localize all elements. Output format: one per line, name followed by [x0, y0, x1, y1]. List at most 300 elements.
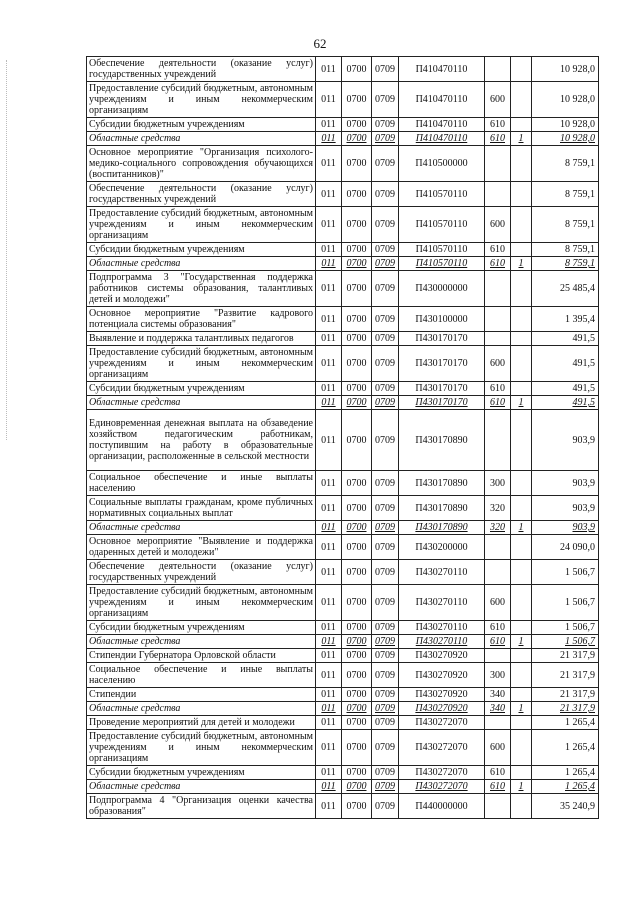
row-name-cell: Областные средства: [87, 635, 316, 649]
row-name-cell: Областные средства: [87, 396, 316, 410]
grbs-code-cell: 011: [316, 382, 342, 396]
table-row: [87, 535, 599, 560]
row-name-cell: Выявление и поддержка талантливых педагогов: [87, 332, 316, 346]
expense-type-cell: 610: [485, 132, 511, 146]
section-code-cell: 0700: [342, 271, 372, 307]
grbs-code-cell: 011: [316, 271, 342, 307]
expense-type-cell: 610: [485, 382, 511, 396]
target-article-cell: П430170890: [399, 521, 485, 535]
funding-source-cell: [511, 346, 532, 382]
target-article-cell: П430270110: [399, 585, 485, 621]
amount-cell: 8 759,1: [532, 257, 599, 271]
subsection-code-cell: 0709: [372, 396, 399, 410]
funding-source-cell: [511, 471, 532, 496]
grbs-code-cell: 011: [316, 780, 342, 794]
target-article-cell: П430270110: [399, 621, 485, 635]
section-code-cell: 0700: [342, 560, 372, 585]
row-name-cell: Социальное обеспечение и иные выплаты населению: [87, 471, 316, 496]
section-code-cell: 0700: [342, 649, 372, 663]
funding-source-cell: [511, 585, 532, 621]
grbs-code-cell: 011: [316, 621, 342, 635]
target-article-cell: П410570110: [399, 182, 485, 207]
amount-cell: 903,9: [532, 521, 599, 535]
table-row: [87, 382, 599, 396]
expense-type-cell: [485, 794, 511, 819]
grbs-code-cell: 011: [316, 118, 342, 132]
target-article-cell: П430200000: [399, 535, 485, 560]
expense-type-cell: 600: [485, 730, 511, 766]
subsection-code-cell: 0709: [372, 780, 399, 794]
subsection-code-cell: 0709: [372, 621, 399, 635]
subsection-code-cell: 0709: [372, 635, 399, 649]
amount-cell: 1 395,4: [532, 307, 599, 332]
table-row: [87, 410, 599, 471]
target-article-cell: П430170170: [399, 382, 485, 396]
amount-cell: 491,5: [532, 396, 599, 410]
row-name-cell: Подпрограмма 3 "Государственная поддержка работников системы образования, талантливых детей и молодежи": [87, 271, 316, 307]
table-row: [87, 794, 599, 819]
table-row: [87, 57, 599, 82]
table-row: [87, 118, 599, 132]
row-name-cell: Предоставление субсидий бюджетным, автономным учреждениям и иным некоммерческим организациям: [87, 82, 316, 118]
amount-cell: 10 928,0: [532, 132, 599, 146]
row-name-cell: Областные средства: [87, 780, 316, 794]
subsection-code-cell: 0709: [372, 794, 399, 819]
amount-cell: 1 506,7: [532, 585, 599, 621]
expense-type-cell: [485, 271, 511, 307]
section-code-cell: 0700: [342, 307, 372, 332]
subsection-code-cell: 0709: [372, 521, 399, 535]
target-article-cell: П430170170: [399, 346, 485, 382]
row-name-cell: Основное мероприятие "Развитие кадрового потенциала системы образования": [87, 307, 316, 332]
table-row: [87, 82, 599, 118]
table-row: [87, 396, 599, 410]
expense-type-cell: [485, 332, 511, 346]
amount-cell: 903,9: [532, 471, 599, 496]
funding-source-cell: [511, 146, 532, 182]
amount-cell: 903,9: [532, 410, 599, 471]
subsection-code-cell: 0709: [372, 243, 399, 257]
funding-source-cell: 1: [511, 635, 532, 649]
budget-table: [86, 56, 599, 819]
funding-source-cell: [511, 730, 532, 766]
grbs-code-cell: 011: [316, 766, 342, 780]
table-row: [87, 307, 599, 332]
amount-cell: 21 317,9: [532, 649, 599, 663]
binding-gutter: [6, 60, 9, 440]
expense-type-cell: 320: [485, 521, 511, 535]
section-code-cell: 0700: [342, 346, 372, 382]
expense-type-cell: 610: [485, 118, 511, 132]
expense-type-cell: 610: [485, 766, 511, 780]
row-name-cell: Субсидии бюджетным учреждениям: [87, 382, 316, 396]
row-name-cell: Субсидии бюджетным учреждениям: [87, 766, 316, 780]
page-number: 62: [313, 36, 327, 51]
expense-type-cell: 600: [485, 82, 511, 118]
amount-cell: 1 265,4: [532, 730, 599, 766]
amount-cell: 1 265,4: [532, 766, 599, 780]
expense-type-cell: [485, 560, 511, 585]
target-article-cell: П410470110: [399, 57, 485, 82]
row-name-cell: Предоставление субсидий бюджетным, автономным учреждениям и иным некоммерческим организациям: [87, 207, 316, 243]
amount-cell: 10 928,0: [532, 57, 599, 82]
grbs-code-cell: 011: [316, 635, 342, 649]
section-code-cell: 0700: [342, 663, 372, 688]
section-code-cell: 0700: [342, 521, 372, 535]
subsection-code-cell: 0709: [372, 716, 399, 730]
grbs-code-cell: 011: [316, 146, 342, 182]
amount-cell: 491,5: [532, 332, 599, 346]
expense-type-cell: 300: [485, 471, 511, 496]
section-code-cell: 0700: [342, 396, 372, 410]
row-name-cell: Субсидии бюджетным учреждениям: [87, 621, 316, 635]
amount-cell: 24 090,0: [532, 535, 599, 560]
subsection-code-cell: 0709: [372, 118, 399, 132]
table-row: [87, 649, 599, 663]
amount-cell: 8 759,1: [532, 146, 599, 182]
expense-type-cell: [485, 307, 511, 332]
subsection-code-cell: 0709: [372, 307, 399, 332]
target-article-cell: П430170890: [399, 410, 485, 471]
expense-type-cell: [485, 182, 511, 207]
section-code-cell: 0700: [342, 118, 372, 132]
subsection-code-cell: 0709: [372, 132, 399, 146]
subsection-code-cell: 0709: [372, 688, 399, 702]
target-article-cell: П430170890: [399, 471, 485, 496]
expense-type-cell: 600: [485, 346, 511, 382]
target-article-cell: П430270920: [399, 663, 485, 688]
section-code-cell: 0700: [342, 730, 372, 766]
funding-source-cell: [511, 271, 532, 307]
row-name-cell: Стипендии: [87, 688, 316, 702]
funding-source-cell: [511, 621, 532, 635]
row-name-cell: Основное мероприятие "Организация психолого-медико-социального сопровождения обучающихся (воспитанников)": [87, 146, 316, 182]
row-name-cell: Обеспечение деятельности (оказание услуг) государственных учреждений: [87, 57, 316, 82]
table-row: [87, 635, 599, 649]
subsection-code-cell: 0709: [372, 730, 399, 766]
grbs-code-cell: 011: [316, 521, 342, 535]
amount-cell: 25 485,4: [532, 271, 599, 307]
funding-source-cell: 1: [511, 780, 532, 794]
funding-source-cell: [511, 560, 532, 585]
expense-type-cell: [485, 649, 511, 663]
row-name-cell: Социальные выплаты гражданам, кроме публичных нормативных социальных выплат: [87, 496, 316, 521]
funding-source-cell: [511, 688, 532, 702]
amount-cell: 10 928,0: [532, 118, 599, 132]
target-article-cell: П430170170: [399, 396, 485, 410]
expense-type-cell: 610: [485, 243, 511, 257]
funding-source-cell: [511, 716, 532, 730]
target-article-cell: П430272070: [399, 730, 485, 766]
target-article-cell: П430270110: [399, 635, 485, 649]
section-code-cell: 0700: [342, 182, 372, 207]
target-article-cell: П430272070: [399, 780, 485, 794]
amount-cell: 1 265,4: [532, 716, 599, 730]
row-name-cell: Областные средства: [87, 257, 316, 271]
expense-type-cell: 340: [485, 702, 511, 716]
subsection-code-cell: 0709: [372, 382, 399, 396]
subsection-code-cell: 0709: [372, 535, 399, 560]
funding-source-cell: 1: [511, 702, 532, 716]
table-row: [87, 332, 599, 346]
subsection-code-cell: 0709: [372, 471, 399, 496]
target-article-cell: П410570110: [399, 257, 485, 271]
funding-source-cell: [511, 57, 532, 82]
table-row: [87, 702, 599, 716]
amount-cell: 491,5: [532, 346, 599, 382]
funding-source-cell: [511, 649, 532, 663]
funding-source-cell: [511, 663, 532, 688]
target-article-cell: П430270920: [399, 649, 485, 663]
expense-type-cell: 610: [485, 635, 511, 649]
subsection-code-cell: 0709: [372, 410, 399, 471]
amount-cell: 1 506,7: [532, 560, 599, 585]
grbs-code-cell: 011: [316, 132, 342, 146]
subsection-code-cell: 0709: [372, 332, 399, 346]
table-row: [87, 521, 599, 535]
row-name-cell: Социальное обеспечение и иные выплаты населению: [87, 663, 316, 688]
section-code-cell: 0700: [342, 535, 372, 560]
expense-type-cell: 610: [485, 780, 511, 794]
subsection-code-cell: 0709: [372, 585, 399, 621]
table-row: [87, 496, 599, 521]
table-row: [87, 471, 599, 496]
subsection-code-cell: 0709: [372, 663, 399, 688]
grbs-code-cell: 011: [316, 688, 342, 702]
section-code-cell: 0700: [342, 243, 372, 257]
funding-source-cell: [511, 794, 532, 819]
target-article-cell: П410500000: [399, 146, 485, 182]
row-name-cell: Стипендии Губернатора Орловской области: [87, 649, 316, 663]
section-code-cell: 0700: [342, 146, 372, 182]
row-name-cell: Предоставление субсидий бюджетным, автономным учреждениям и иным некоммерческим организациям: [87, 730, 316, 766]
expense-type-cell: [485, 410, 511, 471]
table-row: [87, 132, 599, 146]
grbs-code-cell: 011: [316, 794, 342, 819]
grbs-code-cell: 011: [316, 649, 342, 663]
target-article-cell: П430270110: [399, 560, 485, 585]
table-row: [87, 182, 599, 207]
target-article-cell: П430270920: [399, 688, 485, 702]
subsection-code-cell: 0709: [372, 257, 399, 271]
subsection-code-cell: 0709: [372, 207, 399, 243]
expense-type-cell: [485, 716, 511, 730]
target-article-cell: П430270920: [399, 702, 485, 716]
grbs-code-cell: 011: [316, 410, 342, 471]
row-name-cell: Предоставление субсидий бюджетным, автономным учреждениям и иным некоммерческим организациям: [87, 585, 316, 621]
expense-type-cell: 610: [485, 257, 511, 271]
table-row: [87, 207, 599, 243]
grbs-code-cell: 011: [316, 663, 342, 688]
row-name-cell: Областные средства: [87, 702, 316, 716]
section-code-cell: 0700: [342, 382, 372, 396]
row-name-cell: Единовременная денежная выплата на обзаведение хозяйством педагогическим работникам, поступившим на работу в образовательные организации, расположенные в сельской местности: [87, 410, 316, 471]
section-code-cell: 0700: [342, 57, 372, 82]
funding-source-cell: 1: [511, 396, 532, 410]
expense-type-cell: 610: [485, 396, 511, 410]
section-code-cell: 0700: [342, 82, 372, 118]
grbs-code-cell: 011: [316, 182, 342, 207]
target-article-cell: П430272070: [399, 716, 485, 730]
grbs-code-cell: 011: [316, 585, 342, 621]
subsection-code-cell: 0709: [372, 702, 399, 716]
row-name-cell: Проведение мероприятий для детей и молодежи: [87, 716, 316, 730]
target-article-cell: П430272070: [399, 766, 485, 780]
amount-cell: 8 759,1: [532, 243, 599, 257]
grbs-code-cell: 011: [316, 207, 342, 243]
amount-cell: 21 317,9: [532, 663, 599, 688]
row-name-cell: Областные средства: [87, 521, 316, 535]
section-code-cell: 0700: [342, 132, 372, 146]
funding-source-cell: [511, 207, 532, 243]
table-row: [87, 585, 599, 621]
subsection-code-cell: 0709: [372, 182, 399, 207]
funding-source-cell: [511, 535, 532, 560]
funding-source-cell: [511, 82, 532, 118]
section-code-cell: 0700: [342, 410, 372, 471]
expense-type-cell: [485, 146, 511, 182]
funding-source-cell: 1: [511, 521, 532, 535]
grbs-code-cell: 011: [316, 730, 342, 766]
subsection-code-cell: 0709: [372, 496, 399, 521]
target-article-cell: П430100000: [399, 307, 485, 332]
section-code-cell: 0700: [342, 635, 372, 649]
funding-source-cell: [511, 307, 532, 332]
target-article-cell: П430170170: [399, 332, 485, 346]
section-code-cell: 0700: [342, 794, 372, 819]
funding-source-cell: [511, 332, 532, 346]
amount-cell: 903,9: [532, 496, 599, 521]
target-article-cell: П430000000: [399, 271, 485, 307]
amount-cell: 10 928,0: [532, 82, 599, 118]
section-code-cell: 0700: [342, 766, 372, 780]
row-name-cell: Обеспечение деятельности (оказание услуг) государственных учреждений: [87, 182, 316, 207]
grbs-code-cell: 011: [316, 57, 342, 82]
row-name-cell: Субсидии бюджетным учреждениям: [87, 118, 316, 132]
grbs-code-cell: 011: [316, 702, 342, 716]
subsection-code-cell: 0709: [372, 560, 399, 585]
funding-source-cell: [511, 118, 532, 132]
funding-source-cell: [511, 766, 532, 780]
grbs-code-cell: 011: [316, 257, 342, 271]
row-name-cell: Предоставление субсидий бюджетным, автономным учреждениям и иным некоммерческим организациям: [87, 346, 316, 382]
table-row: [87, 663, 599, 688]
grbs-code-cell: 011: [316, 535, 342, 560]
table-row: [87, 621, 599, 635]
amount-cell: 1 506,7: [532, 621, 599, 635]
subsection-code-cell: 0709: [372, 271, 399, 307]
table-row: [87, 271, 599, 307]
target-article-cell: П410570110: [399, 243, 485, 257]
subsection-code-cell: 0709: [372, 82, 399, 118]
amount-cell: 35 240,9: [532, 794, 599, 819]
table-row: [87, 688, 599, 702]
target-article-cell: П410570110: [399, 207, 485, 243]
expense-type-cell: [485, 535, 511, 560]
amount-cell: 1 506,7: [532, 635, 599, 649]
section-code-cell: 0700: [342, 688, 372, 702]
funding-source-cell: 1: [511, 257, 532, 271]
table-row: [87, 730, 599, 766]
table-row: [87, 560, 599, 585]
target-article-cell: П430170890: [399, 496, 485, 521]
subsection-code-cell: 0709: [372, 146, 399, 182]
expense-type-cell: 600: [485, 207, 511, 243]
row-name-cell: Обеспечение деятельности (оказание услуг) государственных учреждений: [87, 560, 316, 585]
amount-cell: 1 265,4: [532, 780, 599, 794]
expense-type-cell: 320: [485, 496, 511, 521]
section-code-cell: 0700: [342, 257, 372, 271]
grbs-code-cell: 011: [316, 496, 342, 521]
table-body: [87, 57, 599, 819]
section-code-cell: 0700: [342, 471, 372, 496]
table-row: [87, 243, 599, 257]
subsection-code-cell: 0709: [372, 649, 399, 663]
grbs-code-cell: 011: [316, 346, 342, 382]
table-row: [87, 146, 599, 182]
grbs-code-cell: 011: [316, 396, 342, 410]
target-article-cell: П410470110: [399, 132, 485, 146]
grbs-code-cell: 011: [316, 560, 342, 585]
section-code-cell: 0700: [342, 207, 372, 243]
section-code-cell: 0700: [342, 496, 372, 521]
grbs-code-cell: 011: [316, 332, 342, 346]
grbs-code-cell: 011: [316, 82, 342, 118]
amount-cell: 8 759,1: [532, 207, 599, 243]
row-name-cell: Основное мероприятие "Выявление и поддержка одаренных детей и молодежи": [87, 535, 316, 560]
grbs-code-cell: 011: [316, 716, 342, 730]
funding-source-cell: [511, 382, 532, 396]
funding-source-cell: 1: [511, 132, 532, 146]
funding-source-cell: [511, 410, 532, 471]
target-article-cell: П410470110: [399, 118, 485, 132]
grbs-code-cell: 011: [316, 243, 342, 257]
target-article-cell: П440000000: [399, 794, 485, 819]
table-row: [87, 257, 599, 271]
target-article-cell: П410470110: [399, 82, 485, 118]
section-code-cell: 0700: [342, 585, 372, 621]
amount-cell: 8 759,1: [532, 182, 599, 207]
grbs-code-cell: 011: [316, 471, 342, 496]
section-code-cell: 0700: [342, 716, 372, 730]
table-row: [87, 780, 599, 794]
section-code-cell: 0700: [342, 702, 372, 716]
subsection-code-cell: 0709: [372, 57, 399, 82]
table-row: [87, 766, 599, 780]
section-code-cell: 0700: [342, 780, 372, 794]
grbs-code-cell: 011: [316, 307, 342, 332]
expense-type-cell: 610: [485, 621, 511, 635]
section-code-cell: 0700: [342, 621, 372, 635]
row-name-cell: Областные средства: [87, 132, 316, 146]
funding-source-cell: [511, 496, 532, 521]
table-row: [87, 346, 599, 382]
section-code-cell: 0700: [342, 332, 372, 346]
amount-cell: 21 317,9: [532, 688, 599, 702]
funding-source-cell: [511, 182, 532, 207]
amount-cell: 491,5: [532, 382, 599, 396]
subsection-code-cell: 0709: [372, 346, 399, 382]
expense-type-cell: 600: [485, 585, 511, 621]
row-name-cell: Субсидии бюджетным учреждениям: [87, 243, 316, 257]
expense-type-cell: 300: [485, 663, 511, 688]
row-name-cell: Подпрограмма 4 "Организация оценки качества образования": [87, 794, 316, 819]
subsection-code-cell: 0709: [372, 766, 399, 780]
expense-type-cell: 340: [485, 688, 511, 702]
table-row: [87, 716, 599, 730]
funding-source-cell: [511, 243, 532, 257]
amount-cell: 21 317,9: [532, 702, 599, 716]
